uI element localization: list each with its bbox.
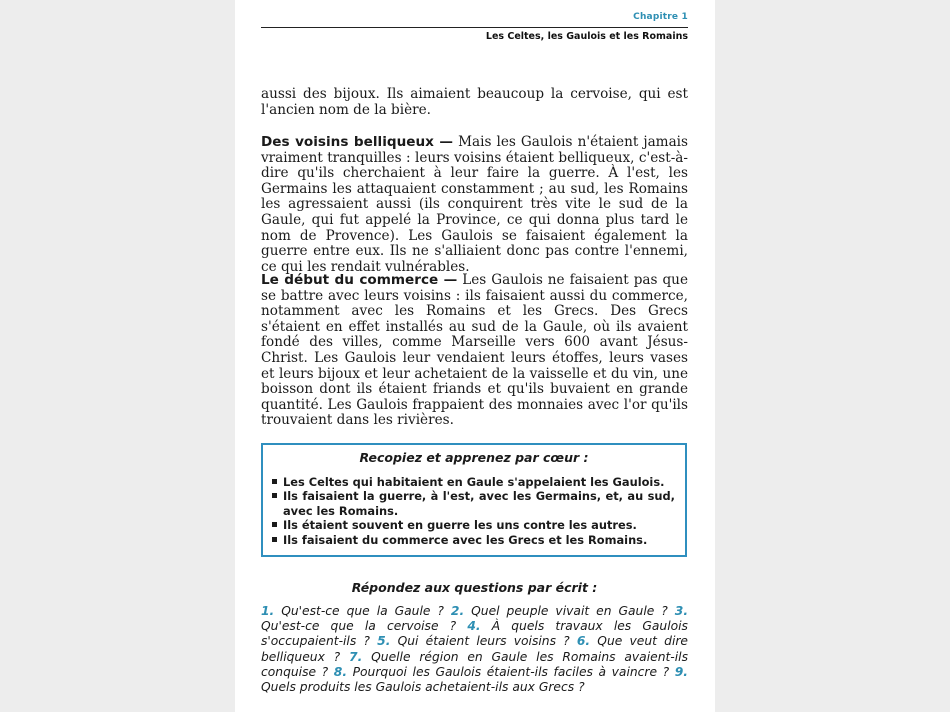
square-bullet-icon <box>272 522 277 527</box>
questions-list <box>261 604 688 695</box>
summary-item <box>272 475 675 489</box>
question-number: 3. <box>674 604 688 618</box>
square-bullet-icon <box>272 479 277 484</box>
textbook-page <box>235 0 715 712</box>
question-number: 5. <box>377 634 391 649</box>
summary-item <box>272 533 675 547</box>
question-text: Pourquoi les Gaulois étaient-ils faciles à vaincre ? <box>352 664 670 679</box>
question-text: Que veut dire belliqueux ? <box>261 634 688 664</box>
square-bullet-icon <box>272 537 277 542</box>
question-number: 6. <box>576 634 591 649</box>
summary-item-text: Ils faisaient la guerre, à l'est, avec les Germains, et, au sud, avec les Romains. <box>283 489 675 518</box>
question-text: Quelle région en Gaule les Romains avaient-ils conquise ? <box>261 649 688 679</box>
chapter-subtitle: Les Celtes, les Gaulois et les Romains <box>485 31 688 42</box>
paragraph-heading: Des voisins belliqueux — <box>261 134 454 150</box>
question-text: Qui étaient leurs voisins ? <box>397 634 570 649</box>
question-number: 7. <box>349 649 363 664</box>
summary-item-text: Ils faisaient du commerce avec les Grecs et les Romains. <box>283 532 648 547</box>
summary-item <box>272 518 675 532</box>
header-rule <box>261 27 688 28</box>
question-number: 2. <box>450 604 465 618</box>
summary-item-text: Les Celtes qui habitaient en Gaule s'appelaient les Gaulois. <box>283 475 665 489</box>
question-number: 8. <box>333 664 348 679</box>
question-text: À quels travaux les Gaulois s'occupaient-ils ? <box>261 619 688 649</box>
question-text: Qu'est-ce que la cervoise ? <box>261 619 457 634</box>
paragraph-voisins <box>261 135 688 275</box>
summary-box <box>261 443 687 557</box>
paragraph-commerce <box>261 273 688 429</box>
paragraph-heading: Le début du commerce — <box>261 272 458 288</box>
summary-item <box>272 489 675 518</box>
question-text: Qu'est-ce que la Gaule ? <box>281 604 444 618</box>
chapter-label: Chapitre 1 <box>633 12 688 22</box>
paragraph-text: Les Gaulois ne faisaient pas que se battre avec leurs voisins : ils faisaient aussi du commerce, notamment avec les Romains et les Grecs. Des Grecs s'étaient en effet installés au sud de la Gaule, où ils avaient fondé des villes, comme Marseille vers 600 avant Jésus-Christ. Les Gaulois leur vendaient leurs étoffes, leurs vases et leurs bijoux et leur achetaient de la vaisselle et du vin, une boisson dont ils étaient friands et qu'ils buvaient en grande quantité. Les Gaulois frappaient des monnaies avec l'or qu'ils trouvaient dans les rivières. <box>261 272 688 429</box>
summary-item-text: Ils étaient souvent en guerre les uns contre les autres. <box>283 518 637 533</box>
question-number: 9. <box>674 664 688 679</box>
question-number: 1. <box>261 604 275 618</box>
paragraph-intro <box>261 87 688 118</box>
paragraph-text: aussi des bijoux. Ils aimaient beaucoup la cervoise, qui est l'ancien nom de la bière. <box>261 86 688 118</box>
summary-list <box>272 475 675 547</box>
question-text: Quels produits les Gaulois achetaient-ils aux Grecs ? <box>261 680 585 695</box>
summary-box-title: Recopiez et apprenez par cœur : <box>359 450 589 465</box>
question-number: 4. <box>467 619 481 634</box>
square-bullet-icon <box>272 493 277 498</box>
paragraph-text: Mais les Gaulois n'étaient jamais vraiment tranquilles : leurs voisins étaient belliqueux, c'est-à-dire qu'ils cherchaient à leur faire la guerre. À l'est, les Germains les attaquaient constamment ; au sud, les Romains les agressaient aussi (ils conquirent très vite le sud de la Gaule, qui fut appelé la Province, ce qui donna plus tard le nom de Provence). Les Gaulois se faisaient également la guerre entre eux. Ils ne s'alliaient donc pas contre l'ennemi, ce qui les rendait vulnérables. <box>261 134 688 275</box>
question-text: Quel peuple vivait en Gaule ? <box>471 604 668 618</box>
questions-title: Répondez aux questions par écrit : <box>351 580 598 595</box>
